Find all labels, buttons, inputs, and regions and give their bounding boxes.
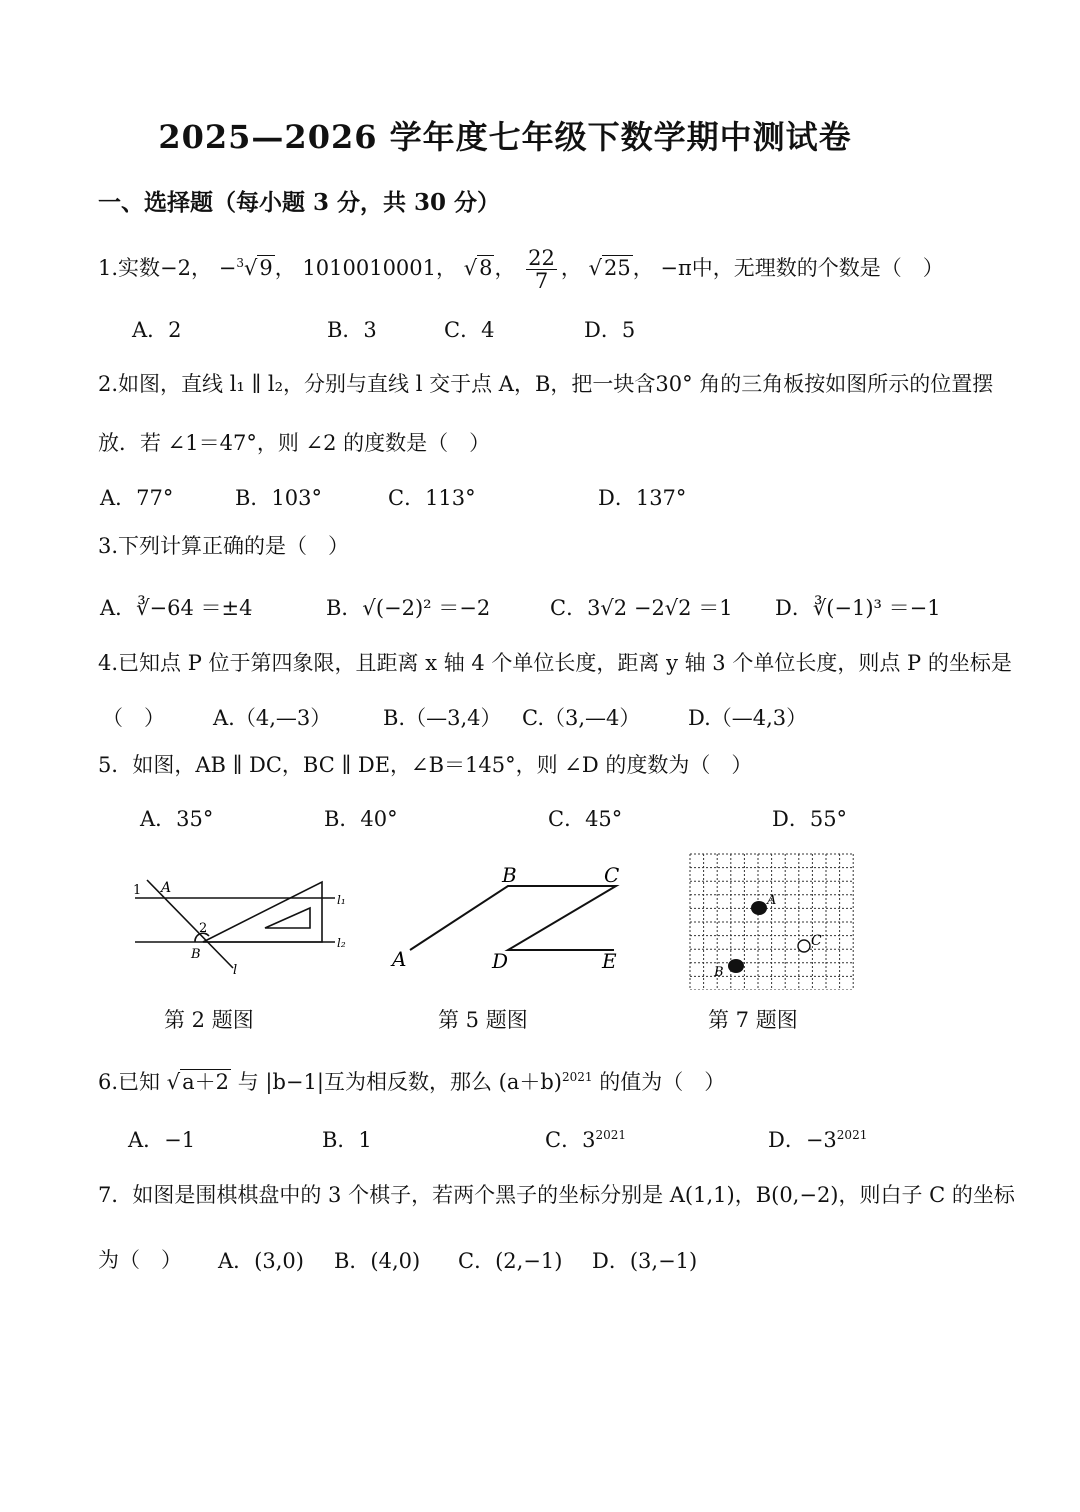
q4-option-d[interactable]: D.（—4,3）: [688, 706, 808, 730]
section-heading: 一、选择题（每小题 3 分，共 30 分）: [98, 189, 501, 216]
q1-option-d[interactable]: D．5: [584, 318, 636, 342]
q6-abs: |b−1|: [265, 1070, 324, 1094]
q5-option-c[interactable]: C．45°: [548, 807, 623, 831]
question-7-line-2: 为（ ）: [98, 1248, 182, 1272]
q5-option-b[interactable]: B．40°: [324, 807, 398, 831]
fig2-caption: 第 2 题图: [164, 1008, 254, 1032]
q1-n1: −2: [160, 256, 192, 280]
q6-option-b[interactable]: B．1: [322, 1128, 372, 1152]
question-1: 1.实数−2， −$^3$√9， 1010010001， √8， $\frac{22}{7}$ ， √25， −π中，无理数的个数是（ ）: [98, 246, 944, 293]
q6-option-a[interactable]: A．−1: [128, 1128, 196, 1152]
q4-option-c[interactable]: C.（3,—4）: [522, 706, 641, 730]
fig2-label-l2: l₂: [337, 936, 346, 950]
fig2-label-1: 1: [133, 883, 142, 898]
q1-n3: 1010010001: [302, 256, 437, 280]
figure-7: [686, 850, 858, 990]
q3-option-d[interactable]: D．∛(−1)³ ＝−1: [775, 596, 941, 620]
q1-suffix: 中，无理数的个数是（ ）: [691, 256, 944, 280]
question-5: 5．如图，AB ∥ DC，BC ∥ DE，∠B＝145°，则 ∠D 的度数为（ ）: [98, 753, 753, 777]
q1-n7: −π: [660, 256, 692, 280]
q4-option-a[interactable]: A.（4,—3）: [213, 706, 332, 730]
q6-radical: √a＋2: [166, 1070, 230, 1094]
q1-fraction: $\frac{22}{7}$: [528, 246, 555, 293]
fig5-label-a: A: [392, 947, 407, 971]
fig7-label-a: A: [767, 893, 777, 908]
q1-n4: √8: [463, 256, 493, 280]
fig5-label-d: D: [492, 949, 509, 973]
fig7-label-b: B: [714, 965, 724, 980]
fig2-label-a: A: [161, 880, 172, 896]
fig2-label-2: 2: [199, 921, 208, 936]
fig5-caption: 第 5 题图: [438, 1008, 528, 1032]
page-title: 2025—2026 学年度七年级下数学期中测试卷: [158, 118, 852, 156]
fig7-stone-a: [751, 901, 767, 915]
q5-option-d[interactable]: D．55°: [772, 807, 848, 831]
question-2-line-1: 2.如图，直线 l₁ ∥ l₂，分别与直线 l 交于点 A，B，把一块含30° 角的三角板按如图所示的位置摆: [98, 372, 994, 396]
fig5-label-e: E: [602, 949, 617, 973]
question-6: 6.已知 √a＋2 与 |b−1|互为相反数，那么 $(a+b)^{2021}$ 的值为（ ）: [98, 1070, 726, 1094]
q2-option-b[interactable]: B．103°: [235, 486, 323, 510]
q7-option-d[interactable]: D．(3,−1): [592, 1249, 698, 1273]
q6-option-c[interactable]: C．$3^{2021}$: [545, 1128, 626, 1152]
q1-option-b[interactable]: B．3: [327, 318, 377, 342]
fig2-label-l1: l₁: [337, 893, 346, 907]
question-4: 4.已知点 P 位于第四象限，且距离 x 轴 4 个单位长度，距离 y 轴 3 个单位长度，则点 P 的坐标是: [98, 651, 1012, 675]
fig5-label-c: C: [604, 863, 620, 887]
fig2-line-l: [147, 880, 233, 968]
question-7-line-1: 7．如图是围棋棋盘中的 3 个棋子，若两个黑子的坐标分别是 A(1,1)，B(0,−2)，则白子 C 的坐标: [98, 1183, 1015, 1207]
fig7-stone-c: [798, 940, 810, 952]
q7-option-c[interactable]: C．(2,−1): [458, 1249, 563, 1273]
q2-option-a[interactable]: A．77°: [100, 486, 174, 510]
q3-option-c[interactable]: C．3√2 −2√2 ＝1: [550, 596, 733, 620]
fig2-triangle-inner: [265, 908, 310, 928]
q3-option-b[interactable]: B．√(−2)² ＝−2: [326, 596, 491, 620]
fig7-label-c: C: [811, 933, 822, 949]
q4-answer-paren: （ ）: [102, 706, 165, 730]
q5-option-a[interactable]: A．35°: [140, 807, 214, 831]
fig2-triangle-board: [203, 882, 322, 942]
fig5-label-b: B: [502, 863, 517, 887]
fig7-caption: 第 7 题图: [708, 1008, 798, 1032]
question-3: 3.下列计算正确的是（ ）: [98, 534, 350, 558]
q7-option-b[interactable]: B．(4,0): [334, 1249, 421, 1273]
q1-option-c[interactable]: C．4: [444, 318, 495, 342]
fig5-lines: [410, 886, 616, 950]
q3-option-a[interactable]: A．∛−64 ＝±4: [100, 596, 253, 620]
question-2-line-2: 放．若 ∠1＝47°，则 ∠2 的度数是（ ）: [98, 431, 491, 455]
q1-n2: −$^3$√9: [218, 256, 273, 280]
fig2-label-b: B: [191, 947, 201, 962]
figure-5: [388, 858, 638, 978]
fig2-label-l: l: [233, 963, 238, 978]
q1-n6: √25: [588, 256, 631, 280]
q1-prefix: 1.实数: [98, 256, 161, 280]
figure-2: [125, 870, 365, 980]
fig7-stone-b: [728, 959, 744, 973]
q1-option-a[interactable]: A．2: [132, 318, 182, 342]
q2-option-c[interactable]: C．113°: [388, 486, 476, 510]
q6-option-d[interactable]: D．$-3^{2021}$: [768, 1128, 868, 1152]
q4-option-b[interactable]: B.（—3,4）: [383, 706, 502, 730]
q7-option-a[interactable]: A．(3,0): [218, 1249, 304, 1273]
q2-option-d[interactable]: D．137°: [598, 486, 687, 510]
